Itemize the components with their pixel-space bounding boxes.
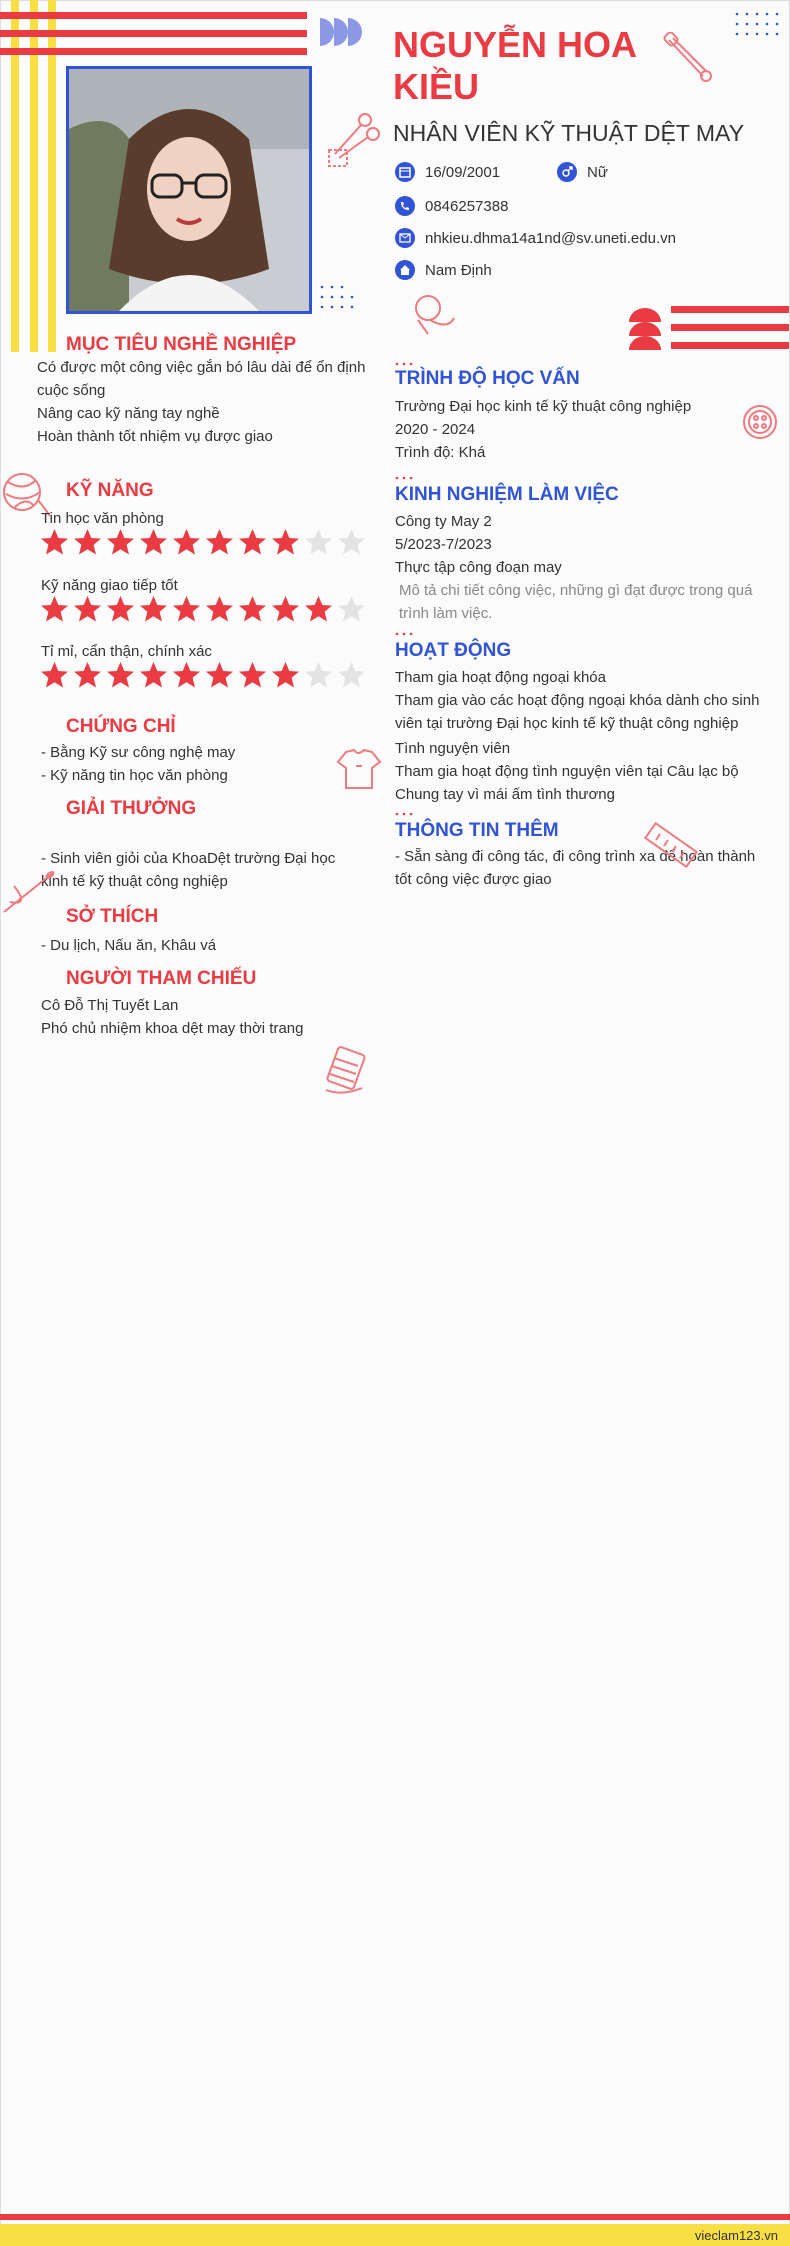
star-filled-icon (205, 595, 234, 623)
certificates-title: CHỨNG CHỈ (66, 716, 176, 737)
red-stripe (671, 342, 789, 349)
experience-text (395, 510, 765, 625)
gender-row (557, 162, 608, 182)
star-empty-icon (304, 661, 333, 689)
skill-label: Tỉ mỉ, cẩn thận, chính xác (41, 643, 212, 660)
thread-spool-icon (322, 1040, 378, 1100)
dot-grid-decoration (735, 12, 780, 40)
star-empty-icon (337, 661, 366, 689)
references-text (41, 994, 371, 1040)
skill-rating (40, 528, 366, 556)
gender-value: Nữ (587, 163, 608, 181)
star-filled-icon (40, 595, 69, 623)
certificate-item: - Kỹ năng tin học văn phòng (41, 767, 228, 784)
home-icon (395, 260, 415, 280)
references-title: NGƯỜI THAM CHIẾU (66, 968, 257, 989)
star-filled-icon (205, 528, 234, 556)
address-row (395, 260, 492, 280)
activity-item: Tham gia hoạt động tình nguyện viên tại Câu lạc bộ Chung tay vì mái ấm tình thương (395, 763, 739, 803)
star-filled-icon (40, 528, 69, 556)
footer-red-stripe (0, 2214, 790, 2220)
sewing-button-icon (740, 402, 780, 442)
experience-period: 5/2023-7/2023 (395, 536, 492, 553)
red-stripe (0, 48, 307, 55)
birthday-row (395, 162, 500, 182)
hobbies-text: - Du lịch, Nấu ăn, Khâu vá (41, 937, 217, 954)
school-name: Trường Đại học kinh tế kỹ thuật công nghiệp (395, 398, 692, 415)
education-period: 2020 - 2024 (395, 421, 476, 438)
career-goal-text (37, 356, 367, 448)
email-icon (395, 228, 415, 248)
birthday-value: 16/09/2001 (425, 163, 501, 181)
tape-measure-icon (408, 290, 458, 340)
reference-position: Phó chủ nhiệm khoa dệt may thời trang (41, 1020, 304, 1037)
red-stripe (0, 30, 307, 37)
dot-grid-decoration (320, 285, 360, 311)
skill-rating (40, 595, 366, 623)
skills-title: KỸ NĂNG (66, 480, 154, 501)
red-semicircles-decoration (627, 306, 663, 352)
skill-label: Tin học văn phòng (41, 510, 164, 527)
star-filled-icon (205, 661, 234, 689)
company-name: Công ty May 2 (395, 513, 492, 530)
star-filled-icon (172, 528, 201, 556)
star-filled-icon (271, 528, 300, 556)
certificate-item: - Bằng Kỹ sư công nghệ may (41, 744, 236, 761)
career-goal-line: Có được một công việc gắn bó lâu dài để ổn định cuộc sống (37, 359, 366, 399)
star-filled-icon (172, 661, 201, 689)
star-filled-icon (106, 595, 135, 623)
skill-rating (40, 661, 366, 689)
address-value: Nam Định (425, 261, 492, 279)
profile-photo (66, 66, 312, 314)
certificates-list (41, 741, 371, 787)
section-dots (395, 362, 417, 366)
star-empty-icon (337, 595, 366, 623)
skill-label: Kỹ năng giao tiếp tốt (41, 577, 178, 594)
star-filled-icon (238, 528, 267, 556)
activities-title: HOẠT ĐỘNG (395, 640, 512, 661)
calendar-icon (395, 162, 415, 182)
career-goal-line: Hoàn thành tốt nhiệm vụ được giao (37, 428, 273, 445)
star-filled-icon (238, 661, 267, 689)
star-filled-icon (172, 595, 201, 623)
star-filled-icon (271, 595, 300, 623)
blue-semicircles-decoration (318, 16, 368, 50)
career-goal-title: MỤC TIÊU NGHỀ NGHIỆP (66, 334, 297, 355)
star-filled-icon (106, 528, 135, 556)
education-title: TRÌNH ĐỘ HỌC VẤN (395, 368, 580, 389)
phone-value[interactable]: 0846257388 (425, 197, 509, 215)
awards-title: GIẢI THƯỞNG (66, 798, 197, 819)
award-item: - Sinh viên giỏi của KhoaDệt trường Đại học kinh tế kỹ thuật công nghiệp (41, 850, 336, 890)
section-dots (395, 476, 417, 480)
education-level: Trình độ: Khá (395, 444, 486, 461)
shirt-icon (336, 748, 382, 792)
ruler-icon (640, 822, 704, 872)
education-text (395, 395, 765, 464)
activity-item: Tham gia vào các hoạt động ngoại khóa dành cho sinh viên tại trường Đại học kinh tế kỹ thuật công nghiệp (395, 692, 760, 732)
star-filled-icon (40, 661, 69, 689)
star-filled-icon (139, 528, 168, 556)
email-value[interactable]: nhkieu.dhma14a1nd@sv.uneti.edu.vn (425, 229, 676, 247)
star-filled-icon (139, 595, 168, 623)
needle-icon (0, 866, 60, 916)
red-stripe (671, 324, 789, 331)
section-dots (395, 632, 417, 636)
phone-icon (395, 196, 415, 216)
scissors-icon (325, 110, 381, 170)
candidate-name: NGUYỄN HOA KIỀU (393, 24, 636, 107)
hobbies-title: SỞ THÍCH (66, 906, 159, 927)
star-filled-icon (304, 595, 333, 623)
red-stripe (0, 12, 307, 19)
star-filled-icon (106, 661, 135, 689)
experience-title: KINH NGHIỆM LÀM VIỆC (395, 484, 619, 505)
more-info-title: THÔNG TIN THÊM (395, 820, 559, 841)
activities-text (395, 666, 765, 806)
email-row (395, 228, 676, 248)
experience-description: Mô tả chi tiết công việc, những gì đạt được trong quá trình làm việc. (399, 582, 753, 622)
star-filled-icon (139, 661, 168, 689)
footer-site-link[interactable]: vieclam123.vn (694, 2228, 778, 2243)
star-filled-icon (238, 595, 267, 623)
more-info-text: - Sẵn sàng đi công tác, đi công trình xa để hoàn thành tốt công việc được giao (395, 848, 756, 888)
phone-row (395, 196, 508, 216)
activity-item: Tình nguyện viên (395, 740, 511, 757)
reference-name: Cô Đỗ Thị Tuyết Lan (41, 997, 179, 1014)
section-dots (395, 812, 417, 816)
job-title: NHÂN VIÊN KỸ THUẬT DỆT MAY (393, 120, 745, 146)
career-goal-line: Nâng cao kỹ năng tay nghề (37, 405, 220, 422)
star-empty-icon (337, 528, 366, 556)
red-stripe (671, 306, 789, 313)
experience-position: Thực tập công đoạn may (395, 559, 562, 576)
footer-yellow-band (0, 2224, 790, 2246)
star-filled-icon (73, 595, 102, 623)
activity-item: Tham gia hoạt động ngoại khóa (395, 669, 606, 686)
star-filled-icon (271, 661, 300, 689)
star-filled-icon (73, 661, 102, 689)
star-empty-icon (304, 528, 333, 556)
star-filled-icon (73, 528, 102, 556)
gender-icon (557, 162, 577, 182)
